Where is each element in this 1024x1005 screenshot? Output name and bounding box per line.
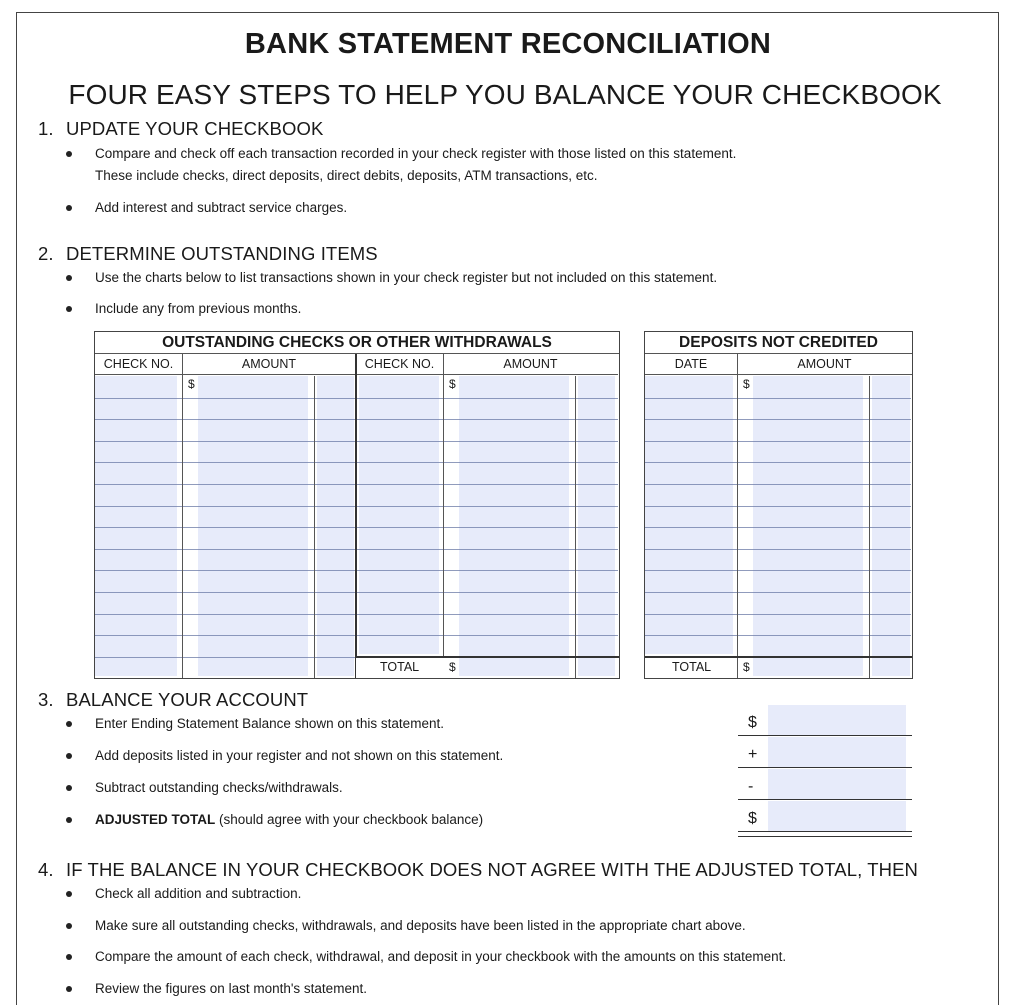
bullet-dot: [66, 306, 72, 312]
step4-title: IF THE BALANCE IN YOUR CHECKBOOK DOES NOT AGREE WITH THE ADJUSTED TOTAL, THEN: [66, 859, 919, 880]
step1-bullet-2-text: Add interest and subtract service charges.: [95, 200, 348, 215]
ending-balance-input[interactable]: [768, 705, 906, 735]
bullet-dot: [66, 205, 72, 211]
col-divider: [869, 376, 870, 678]
row-line: [645, 506, 911, 507]
step2-bullet-1-text: Use the charts below to list transactions shown in your check register but not included on this statement.: [95, 270, 718, 285]
currency-symbol: $: [188, 377, 195, 391]
row-line: [645, 441, 911, 442]
step3-bullet-1-text: Enter Ending Statement Balance shown on this statement.: [95, 716, 444, 731]
step3-heading: [38, 689, 308, 711]
adjusted-total-bold: ADJUSTED TOTAL: [95, 812, 216, 827]
col-date: DATE: [645, 354, 737, 375]
step2-bullet-2-text: Include any from previous months.: [95, 301, 302, 316]
entry-line: [738, 831, 912, 832]
bullet-dot: [66, 954, 72, 960]
outstanding-withdrawals-table: [94, 331, 620, 679]
minus-symbol: -: [748, 778, 754, 795]
col-divider: [575, 376, 576, 678]
step2-number: 2.: [38, 243, 54, 264]
row-line: [645, 484, 911, 485]
entry-line: [738, 767, 912, 768]
step3-bullet-2-text: Add deposits listed in your register and not shown on this statement.: [95, 748, 504, 763]
row-line: [645, 527, 911, 528]
bullet-dot: [66, 275, 72, 281]
row-line: [645, 462, 911, 463]
subtract-withdrawals-field[interactable]: [738, 769, 912, 800]
bullet-dot: [66, 151, 72, 157]
page-subtitle: FOUR EASY STEPS TO HELP YOU BALANCE YOUR CHECKBOOK: [68, 79, 942, 110]
adjusted-total-note: (should agree with your checkbook balance): [215, 812, 484, 827]
step4-bullet-4-text: Review the figures on last month's statement.: [95, 981, 367, 996]
step4-heading: [38, 859, 918, 881]
adjusted-total-input[interactable]: [768, 801, 906, 831]
currency-symbol: $: [449, 660, 456, 674]
entry-line: [738, 735, 912, 736]
step4-number: 4.: [38, 859, 54, 880]
col-divider: [737, 354, 738, 678]
ending-balance-field[interactable]: [738, 705, 912, 736]
row-line: [645, 635, 911, 636]
row-line: [645, 398, 911, 399]
col-divider: [314, 376, 315, 678]
deposit-cents-entry-column[interactable]: [872, 376, 910, 676]
cents-2-entry-column[interactable]: [578, 376, 615, 676]
entry-line: [738, 799, 912, 800]
plus-symbol: +: [748, 746, 758, 763]
amount-2-entry-column[interactable]: [459, 376, 569, 676]
step1-number: 1.: [38, 118, 54, 139]
step3-number: 3.: [38, 689, 54, 710]
currency-symbol: $: [449, 377, 456, 391]
check-no-entry-column[interactable]: [95, 376, 177, 676]
add-deposits-field[interactable]: [738, 737, 912, 768]
bullet-dot: [66, 817, 72, 823]
adjusted-total-field[interactable]: [738, 801, 912, 832]
step4-bullet-3-text: Compare the amount of each check, withdrawal, and deposit in your checkbook with the amounts on this statement.: [95, 949, 787, 964]
col-divider: [182, 354, 183, 678]
cents-entry-column[interactable]: [317, 376, 354, 676]
step3-bullet-3-text: Subtract outstanding checks/withdrawals.: [95, 780, 343, 795]
currency-symbol: $: [743, 377, 750, 391]
dollar-symbol: $: [748, 810, 757, 827]
row-line: [645, 549, 911, 550]
col-amount-2: AMOUNT: [443, 354, 618, 375]
step2-heading: [38, 243, 378, 265]
deposit-amount-entry-column[interactable]: [753, 376, 863, 676]
step3-bullet-4-text: [95, 809, 483, 831]
row-line: [645, 419, 911, 420]
date-entry-column[interactable]: [645, 376, 733, 654]
step4-bullet-2-text: Make sure all outstanding checks, withdrawals, and deposits have been listed in the appropriate chart above.: [95, 918, 746, 933]
col-divider: [443, 354, 444, 678]
col-divider-thick: [355, 354, 357, 678]
deposits-table-title: DEPOSITS NOT CREDITED: [645, 332, 912, 354]
step1-bullet-1-text-cont: These include checks, direct deposits, direct debits, deposits, ATM transactions, etc.: [95, 168, 598, 183]
step1-bullet-1-text: Compare and check off each transaction recorded in your check register with those listed on this statement.: [95, 146, 737, 161]
dollar-symbol: $: [748, 714, 757, 731]
bullet-dot: [66, 785, 72, 791]
col-check-no: CHECK NO.: [95, 354, 182, 375]
page-title: BANK STATEMENT RECONCILIATION: [244, 28, 772, 60]
subtract-withdrawals-input[interactable]: [768, 769, 906, 799]
step1-title: UPDATE YOUR CHECKBOOK: [66, 118, 324, 139]
double-underline: [738, 836, 912, 837]
add-deposits-input[interactable]: [768, 737, 906, 767]
currency-symbol: $: [743, 660, 750, 674]
withdrawals-total-label: TOTAL: [380, 660, 420, 674]
amount-entry-column[interactable]: [198, 376, 308, 676]
step3-title: BALANCE YOUR ACCOUNT: [66, 689, 309, 710]
row-line: [645, 614, 911, 615]
bullet-dot: [66, 721, 72, 727]
col-deposit-amount: AMOUNT: [737, 354, 912, 375]
bullet-dot: [66, 753, 72, 759]
step2-title: DETERMINE OUTSTANDING ITEMS: [66, 243, 378, 264]
col-amount: AMOUNT: [182, 354, 356, 375]
row-line: [645, 570, 911, 571]
deposits-total-label: TOTAL: [672, 660, 712, 674]
row-line: [645, 592, 911, 593]
check-no-2-entry-column[interactable]: [359, 376, 439, 654]
bullet-dot: [66, 891, 72, 897]
step1-heading: [38, 118, 323, 140]
bullet-dot: [66, 923, 72, 929]
step4-bullet-1-text: Check all addition and subtraction.: [95, 886, 302, 901]
bullet-dot: [66, 986, 72, 992]
deposits-not-credited-table: [644, 331, 913, 679]
col-check-no-2: CHECK NO.: [356, 354, 443, 375]
withdrawals-table-title: OUTSTANDING CHECKS OR OTHER WITHDRAWALS: [95, 332, 619, 354]
